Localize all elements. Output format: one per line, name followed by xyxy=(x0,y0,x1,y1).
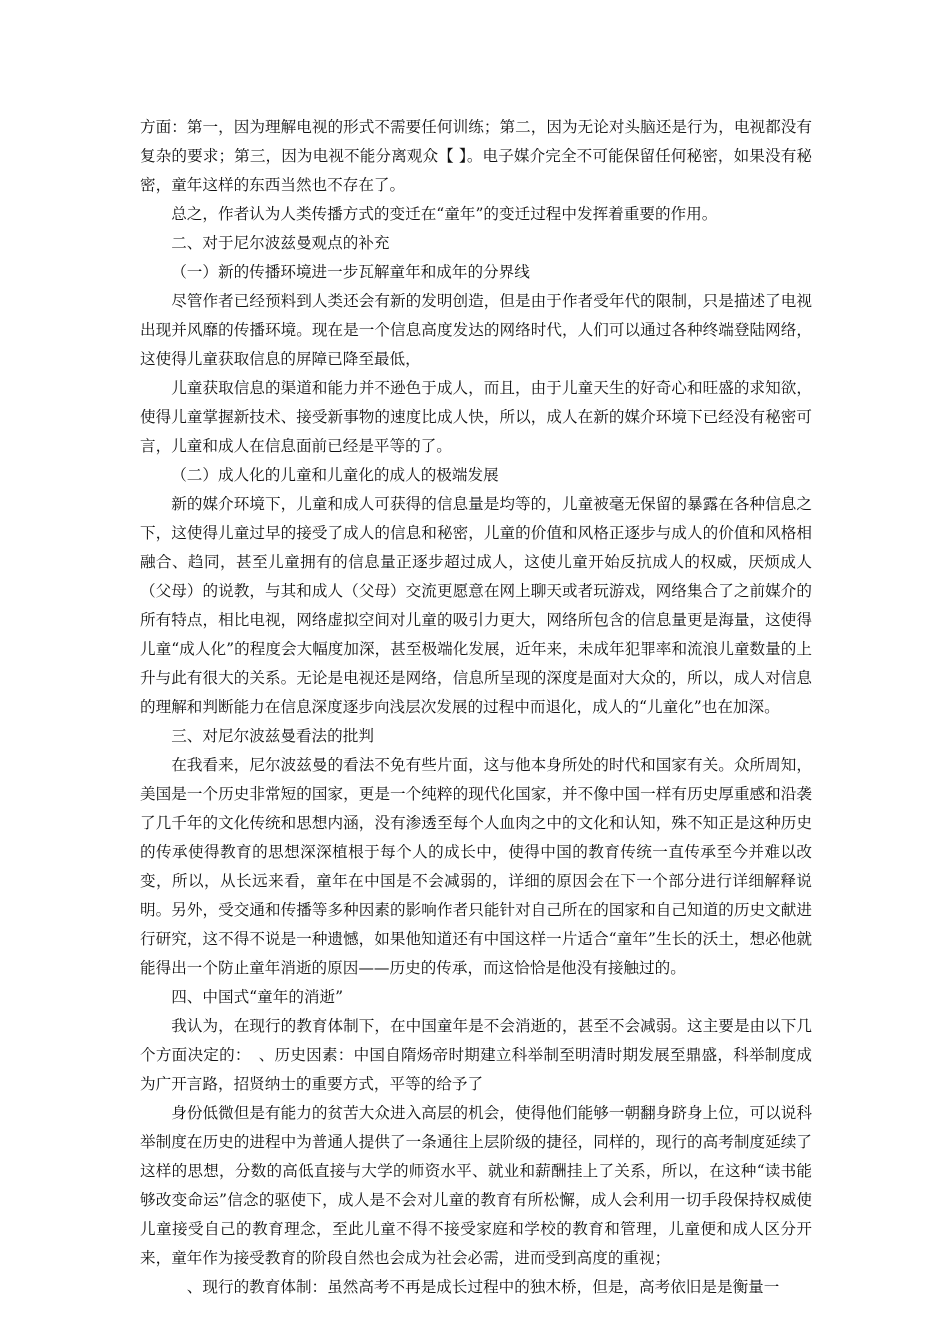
document-body xyxy=(140,113,812,1302)
paragraph-children-ability: 儿童获取信息的渠道和能力并不逊色于成人，而且，由于儿童天生的好奇心和旺盛的求知欲，使得儿童掌握新技术、接受新事物的速度比成人快，所以，成人在新的媒介环境下已经没有秘密可言，儿童和成人在信息面前已经是平等的了。 xyxy=(140,379,812,455)
paragraph-summary: 总之，作者认为人类传播方式的变迁在“童年”的变迁过程中发挥着重要的作用。 xyxy=(171,205,718,223)
paragraph-history-exam: 身份低微但是有能力的贫苦大众进入高层的机会，使得他们能够一朝翻身跻身上位，可以说科举制度在历史的进程中为普通人提供了一条通往上层阶级的捷径，同样的，现行的高考制度延续了这样的思想，分数的高低直接与大学的师资水平、就业和薪酬挂上了关系，所以，在这种“读书能够改变命运”信念的驱使下，成人是不会对儿童的教育有所松懈，成人会利用一切手段保持权威使儿童接受自己的教育理念，至此儿童不得不接受家庭和学校的教育和管理，儿童便和成人区分开来，童年作为接受教育的阶段自然也会成为社会必需，进而受到高度的重视； xyxy=(140,1104,812,1267)
section-heading-2: 二、对于尼尔波兹曼观点的补充 xyxy=(171,234,390,252)
subsection-heading-2-1: （一）新的传播环境进一步瓦解童年和成年的分界线 xyxy=(171,263,530,281)
paragraph-continuation: 方面：第一，因为理解电视的形式不需要任何训练；第二，因为无论对头脑还是行为，电视都没有复杂的要求；第三，因为电视不能分离观众【 】。电子媒介完全不可能保留任何秘密，如果没有秘密，童年这样的东西当然也不存在了。 xyxy=(140,118,812,194)
subsection-heading-2-2: （二）成人化的儿童和儿童化的成人的极端发展 xyxy=(171,466,499,484)
paragraph-critique: 在我看来，尼尔波兹曼的看法不免有些片面，这与他本身所处的时代和国家有关。众所周知，美国是一个历史非常短的国家，更是一个纯粹的现代化国家，并不像中国一样有历史厚重感和沿袭了几千年的文化传统和思想内涵，没有渗透至每个人血肉之中的文化和认知，殊不知正是这种历史的传承使得教育的思想深深植根于每个人的成长中，使得中国的教育传统一直传承至今并难以改变，所以，从长远来看，童年在中国是不会减弱的，详细的原因会在下一个部分进行详细解释说明。另外，受交通和传播等多种因素的影响作者只能针对自己所在的国家和自己知道的历史文献进行研究，这不得不说是一种遗憾，如果他知道还有中国这样一片适合“童年”生长的沃土，想必他就能得出一个防止童年消逝的原因——历史的传承，而这恰恰是他没有接触过的。 xyxy=(140,756,812,977)
section-heading-3: 三、对尼尔波兹曼看法的批判 xyxy=(171,727,374,745)
section-heading-4: 四、中国式“童年的消逝” xyxy=(171,988,344,1006)
paragraph-new-environment: 尽管作者已经预料到人类还会有新的发明创造，但是由于作者受年代的限制，只是描述了电视出现并风靡的传播环境。现在是一个信息高度发达的网络时代，人们可以通过各种终端登陆网络，这使得儿童获取信息的屏障已降至最低， xyxy=(140,292,812,368)
paragraph-education-system: 、现行的教育体制：虽然高考不再是成长过程中的独木桥，但是，高考依旧是是衡量一 xyxy=(171,1278,780,1296)
paragraph-media-environment: 新的媒介环境下，儿童和成人可获得的信息量是均等的，儿童被毫无保留的暴露在各种信息之下，这使得儿童过早的接受了成人的信息和秘密，儿童的价值和风格正逐步与成人的价值和风格相融合、趋同，甚至儿童拥有的信息量正逐步超过成人，这使儿童开始反抗成人的权威，厌烦成人（父母）的说教，与其和成人（父母）交流更愿意在网上聊天或者玩游戏，网络集合了之前媒介的所有特点，相比电视，网络虚拟空间对儿童的吸引力更大，网络所包含的信息量更是海量，这使得儿童“成人化”的程度会大幅度加深，甚至极端化发展，近年来，未成年犯罪率和流浪儿童数量的上升与此有很大的关系。无论是电视还是网络，信息所呈现的深度是面对大众的，所以，成人对信息的理解和判断能力在信息深度逐步向浅层次发展的过程中而退化，成人的“儿童化”也在加深。 xyxy=(140,495,812,716)
paragraph-chinese-childhood: 我认为，在现行的教育体制下，在中国童年是不会消逝的，甚至不会减弱。这主要是由以下几个方面决定的： 、历史因素：中国自隋炀帝时期建立科举制至明清时期发展至鼎盛，科举制度成为广开言路，招贤纳士的重要方式，平等的给予了 xyxy=(140,1017,812,1093)
